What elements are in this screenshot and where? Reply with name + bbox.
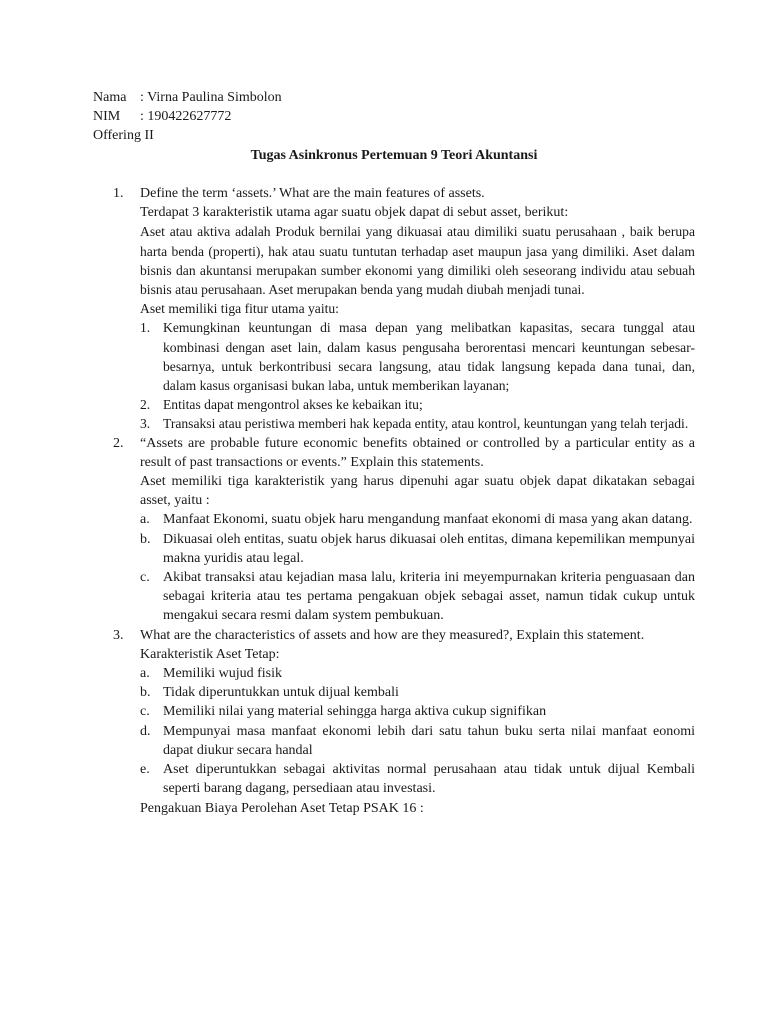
- answer-paragraph: Aset memiliki tiga fitur utama yaitu:: [140, 301, 339, 317]
- question-number: 2.: [113, 435, 124, 451]
- question-text: What are the characteristics of assets and how are they measured?, Explain this statement.: [140, 627, 645, 643]
- offering-row: Offering II: [93, 128, 154, 144]
- list-item-letter: a.: [140, 666, 150, 682]
- list-item-letter: b.: [140, 685, 151, 701]
- nim-row: [93, 107, 693, 126]
- name-label: Nama: [93, 90, 127, 105]
- question-number: 1.: [113, 186, 124, 201]
- question-text: Define the term ‘assets.’ What are the main features of assets.: [140, 186, 485, 201]
- name-row: [93, 88, 693, 107]
- list-item-text: Transaksi atau peristiwa memberi hak kepada entity, atau kontrol, keuntungan yang telah terjadi.: [163, 416, 689, 432]
- list-item: [140, 702, 695, 721]
- nim-value: : 190422627772: [140, 109, 232, 125]
- question-3: [93, 626, 695, 818]
- question-text: “Assets are probable future economic benefits obtained or controlled by a particular entity as a result of past transactions or events.” Explain this statements.: [140, 435, 695, 470]
- list-item-letter: a.: [140, 512, 150, 528]
- list-item-number: 2.: [140, 397, 151, 413]
- question-number: 3.: [113, 627, 124, 643]
- list-item: [140, 568, 695, 626]
- list-item-letter: c.: [140, 704, 150, 720]
- document-body: [93, 184, 695, 818]
- list-item-text: Mempunyai masa manfaat ekonomi lebih dari satu tahun buku serta nilai manfaat eonomi dapat diukur secara handal: [163, 723, 695, 758]
- list-item-text: Tidak diperuntukkan untuk dijual kembali: [163, 685, 399, 701]
- answer-paragraph: Aset memiliki tiga karakteristik yang harus dipenuhi agar suatu objek dapat dikatakan sebagai asset, yaitu :: [140, 474, 695, 509]
- question-1: [93, 184, 695, 434]
- list-item-number: 3.: [140, 416, 151, 432]
- list-item-text: Dikuasai oleh entitas, suatu objek harus dikuasai oleh entitas, dimana kepemilikan mempunyai makna yuridis atau legal.: [163, 531, 695, 566]
- list-item-text: Entitas dapat mengontrol akses ke kebaikan itu;: [163, 397, 423, 413]
- list-item: [140, 318, 695, 395]
- list-item-text: Kemungkinan keuntungan di masa depan yang melibatkan kapasitas, secara tunggal atau kombinasi dengan aset lain, dalam kasus pengusaha berorentasi mencari keuntungan sebesar-besarnya, untuk berkontribusi secara langsung, atau tidak langsung kepada dana tunai, dan, dalam kasus organisasi bukan laba, untuk memberikan layanan;: [163, 320, 695, 394]
- list-item-number: 1.: [140, 320, 151, 336]
- list-item: [140, 722, 695, 760]
- name-value: : Virna Paulina Simbolon: [140, 90, 282, 105]
- list-item: [140, 530, 695, 568]
- list-item: [140, 395, 695, 414]
- list-item: [140, 414, 695, 433]
- list-item-text: Memiliki wujud fisik: [163, 666, 282, 682]
- answer-paragraph: Terdapat 3 karakteristik utama agar suatu objek dapat di sebut asset, berikut:: [140, 205, 569, 221]
- list-item-text: Aset diperuntukkan sebagai aktivitas normal perusahaan atau tidak untuk dijual Kembali seperti barang dagang, persediaan atau investasi.: [163, 762, 695, 797]
- list-item: [140, 664, 695, 683]
- list-item-text: Akibat transaksi atau kejadian masa lalu, kriteria ini meyempurnakan kriteria penguasaan dan sebagai kriteria atau tes pertama pengakuan objek sebagai asset, namun tidak cukup untuk mengakui secara resmi dalam system pembukuan.: [163, 570, 695, 624]
- list-item-text: Manfaat Ekonomi, suatu objek haru mengandung manfaat ekonomi di masa yang akan datang.: [163, 512, 693, 528]
- list-item-letter: e.: [140, 762, 150, 778]
- list-item: [140, 760, 695, 798]
- list-item: [140, 510, 695, 529]
- document-title: Tugas Asinkronus Pertemuan 9 Teori Akuntansi: [250, 148, 538, 163]
- student-info: [93, 88, 693, 146]
- answer-paragraph: Pengakuan Biaya Perolehan Aset Tetap PSAK 16 :: [140, 800, 424, 816]
- list-item: [140, 683, 695, 702]
- list-item-letter: b.: [140, 531, 151, 547]
- answer-paragraph: Karakteristik Aset Tetap:: [140, 646, 280, 662]
- question-2: [93, 434, 695, 626]
- answer-paragraph: Aset atau aktiva adalah Produk bernilai yang dikuasai atau dimiliki suatu perusahaan , baik berupa harta benda (properti), hak atau suatu tuntutan terhadap aset maupun jasa yang dimiliki. Aset dalam bisnis dan akuntansi merupakan sumber ekonomi yang dimiliki oleh seseorang individu atau sebuah bisnis atau perusahaan. Aset merupakan benda yang mudah diubah menjadi tunai.: [140, 224, 695, 298]
- list-item-letter: c.: [140, 570, 150, 586]
- nim-label: NIM: [93, 109, 121, 125]
- list-item-text: Memiliki nilai yang material sehingga harga aktiva cukup signifikan: [163, 704, 547, 720]
- list-item-letter: d.: [140, 723, 151, 739]
